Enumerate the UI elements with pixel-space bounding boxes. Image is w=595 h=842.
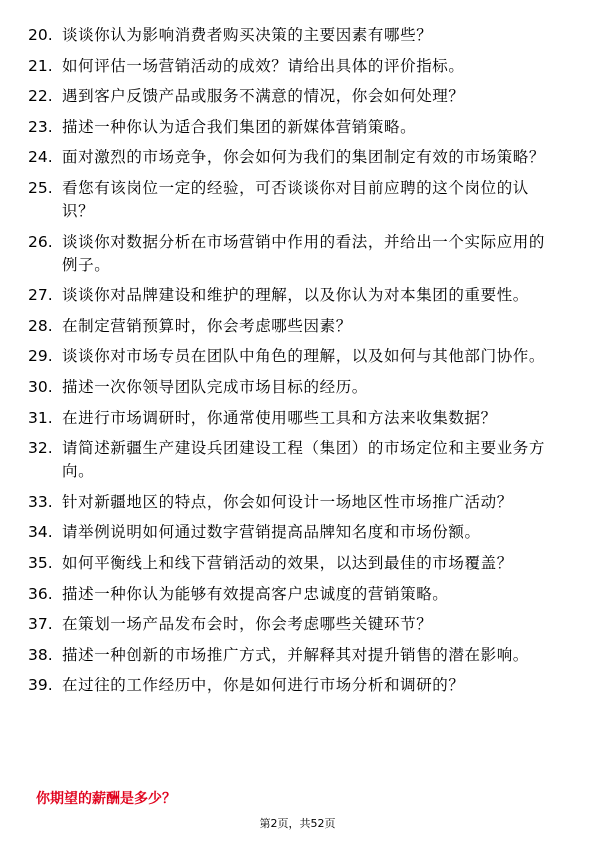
question-text: 如何评估一场营销活动的成效？请给出具体的评价指标。 <box>62 56 465 75</box>
question-text: 描述一种你认为适合我们集团的新媒体营销策略。 <box>62 117 417 136</box>
question-item <box>28 24 558 47</box>
question-item <box>28 521 558 544</box>
question-item <box>28 146 558 169</box>
question-item <box>28 407 558 430</box>
question-text: 遇到客户反馈产品或服务不满意的情况，你会如何处理？ <box>62 87 465 106</box>
question-text: 谈谈你认为影响消费者购买决策的主要因素有哪些？ <box>62 26 433 44</box>
question-item <box>28 231 558 277</box>
question-text: 针对新疆地区的特点，你会如何设计一场地区性市场推广活动？ <box>62 492 513 511</box>
question-number: 32. <box>28 439 53 458</box>
question-item <box>28 583 558 606</box>
question-item <box>28 284 558 307</box>
question-item <box>28 491 558 514</box>
question-list <box>28 24 558 705</box>
question-item <box>28 116 558 139</box>
question-text: 如何平衡线上和线下营销活动的效果，以达到最佳的市场覆盖？ <box>62 553 513 572</box>
question-number: 33. <box>28 492 53 511</box>
question-item <box>28 345 558 368</box>
question-number: 25. <box>28 178 53 197</box>
question-number: 37. <box>28 615 53 634</box>
question-item <box>28 376 558 399</box>
question-item <box>28 437 558 483</box>
question-text: 描述一种创新的市场推广方式，并解释其对提升销售的潜在影响。 <box>62 645 529 664</box>
question-text: 请简述新疆生产建设兵团建设工程（集团）的市场定位和主要业务方向。 <box>62 439 546 481</box>
question-item <box>28 177 558 223</box>
question-number: 20. <box>28 26 53 44</box>
question-number: 24. <box>28 148 53 167</box>
question-number: 39. <box>28 676 53 695</box>
question-number: 30. <box>28 377 53 396</box>
question-item <box>28 674 558 697</box>
question-text: 谈谈你对品牌建设和维护的理解，以及你认为对本集团的重要性。 <box>62 286 529 305</box>
question-item <box>28 644 558 667</box>
question-number: 36. <box>28 584 53 603</box>
question-number: 29. <box>28 347 53 366</box>
question-text: 在过往的工作经历中，你是如何进行市场分析和调研的？ <box>62 676 465 695</box>
question-text: 谈谈你对市场专员在团队中角色的理解，以及如何与其他部门协作。 <box>62 347 546 366</box>
question-number: 26. <box>28 232 53 251</box>
question-text: 描述一种你认为能够有效提高客户忠诚度的营销策略。 <box>62 584 449 603</box>
question-number: 34. <box>28 523 53 542</box>
question-number: 23. <box>28 117 53 136</box>
question-text: 在策划一场产品发布会时，你会考虑哪些关键环节？ <box>62 615 433 634</box>
question-item <box>28 85 558 108</box>
question-text: 在制定营销预算时，你会考虑哪些因素？ <box>62 316 352 335</box>
question-text: 面对激烈的市场竞争，你会如何为我们的集团制定有效的市场策略？ <box>62 148 546 167</box>
question-text: 看您有该岗位一定的经验，可否谈谈你对目前应聘的这个岗位的认识？ <box>62 178 529 220</box>
question-number: 35. <box>28 553 53 572</box>
question-number: 22. <box>28 87 53 106</box>
question-text: 请举例说明如何通过数字营销提高品牌知名度和市场份额。 <box>62 523 481 542</box>
question-item <box>28 613 558 636</box>
question-number: 28. <box>28 316 53 335</box>
question-number: 21. <box>28 56 53 75</box>
question-item <box>28 552 558 575</box>
question-number: 38. <box>28 645 53 664</box>
question-number: 27. <box>28 286 53 305</box>
question-item <box>28 315 558 338</box>
highlight-question: 你期望的薪酬是多少？ <box>36 791 176 807</box>
question-item <box>28 55 558 78</box>
question-text: 在进行市场调研时，你通常使用哪些工具和方法来收集数据？ <box>62 408 497 427</box>
question-text: 谈谈你对数据分析在市场营销中作用的看法，并给出一个实际应用的例子。 <box>62 232 546 274</box>
page-footer: 第2页，共52页 <box>259 817 336 830</box>
question-text: 描述一次你领导团队完成市场目标的经历。 <box>62 377 368 396</box>
question-number: 31. <box>28 408 53 427</box>
